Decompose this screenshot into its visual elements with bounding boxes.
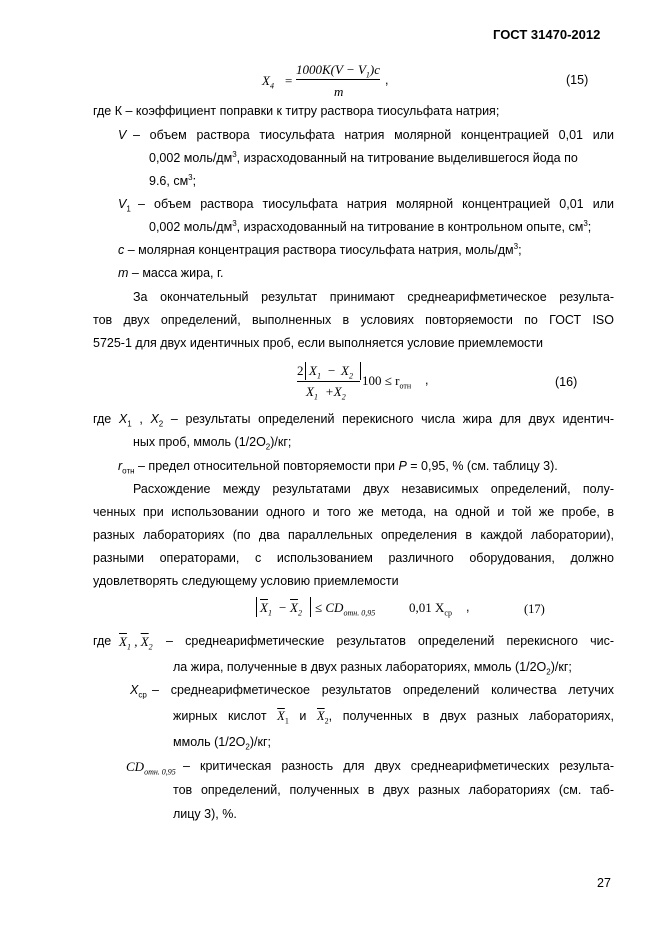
xcp-symbol: $X_{ср}$ (130, 683, 147, 700)
m-definition: m – масса жира, г. (118, 266, 224, 280)
r-definition: $r_{отн}$ – предел относительной повторяемости при P = 0,95, % (см. таблицу 3). (118, 459, 558, 476)
page-number: 27 (597, 876, 611, 890)
paragraph-2-line2: ченных при использовании одного и того же метода, на одной и той же пробе, в (93, 505, 614, 519)
formula-number: (17) (524, 602, 545, 616)
where-2-symbols: $\overline{X}_1$ , $\overline{X}_2$ (119, 634, 153, 652)
fraction-bar (297, 381, 360, 382)
formula-number: (15) (566, 73, 589, 87)
where-2-line1: – среднеарифметические результатов определений перекисного чис- (166, 634, 614, 648)
paragraph-1-line3: 5725-1 для двух идентичных проб, если выполняется условие приемлемости (93, 336, 543, 350)
where-k-line: где К – коэффициент поправки к титру раствора тиосульфата натрия; (93, 104, 500, 118)
xcp-line1: – среднеарифметическое результатов определений количества летучих (152, 683, 614, 697)
paragraph-1-line2: тов двух определений, выполненных в условиях повторяемости по ГОСТ ISO (93, 313, 614, 327)
v1-definition-line1: – объем раствора тиосульфата натрия молярной концентрацией 0,01 или (138, 197, 614, 211)
where-2-line2: ла жира, полученные в двух разных лабораториях, ммоль $(1/2O_2)/кг$; (173, 660, 572, 677)
paragraph-2-line1: Расхождение между результатами двух независимых определений, полу- (133, 482, 614, 496)
cd-line2: тов определений, полученных в двух разных лабораториях (см. таб- (173, 783, 614, 797)
paragraph-2-line4: разными операторами, с использованием различного оборудования, должно (93, 551, 614, 565)
paragraph-2-line5: удовлетворять следующему условию приемлемости (93, 574, 399, 588)
standard-header: ГОСТ 31470-2012 (493, 27, 601, 42)
xcp-line2: жирных кислот $\overline{X}_1$ и $\overline{X}_2$, полученных в двух разных лабораториях, (173, 709, 614, 726)
cd-symbol: $CD_{отн. 0,95}$ (126, 759, 176, 777)
where-2-prefix: где (93, 634, 112, 648)
xcp-line3: ммоль $(1/2O_2)/кг$; (173, 735, 271, 752)
v1-definition-line2: 0,002 моль/$дм^3$, израсходованный на титрование в контрольном опыте, $см^3$; (149, 218, 592, 234)
fraction-bar (296, 79, 380, 80)
where-x-line2: ных проб, ммоль $(1/2O_2)/кг$; (133, 435, 292, 452)
paragraph-2-line3: разных лабораториях (по два параллельных определения в каждой лаборатории), (93, 528, 614, 542)
where-x-line1: где $X_1$ , $X_2$ – результаты определений перекисного числа жира для двух идентич- (93, 412, 614, 429)
document-page: ГОСТ 31470-2012 $X_4$ = $1000K(V - V_1)c$ m , (15) где К – коэффициент поправки к титру раствора тиосульфата натрия; V – объем раствора тиосульфата натрия молярной концентрацией 0,01 или 0,002 моль/$дм^3$, израсходованный на титрование выделившегося йода по 9.6, $см^3$; $V_1$ – объем раствора тиосульфата натрия молярной концентрацией 0,01 или 0,002 моль/$дм^3$, израсходованный на титрование в контрольном опыте, $см^3$; c – молярная концентрация раствора тиосульфата натрия, моль/$дм^3$; m – масса жира, г. За окончательный результат принимают среднеарифметическое результа- тов двух определений, выполненных в условиях повторяемости по ГОСТ ISO 5725-1 для двух идентичных проб, если выполняется условие приемлемости 2 $X_1$ − $X_2$ $X_1$ $+X_2$ $100 \le r_{отн}$ , (16) где $X_1$ , $X_2$ – результаты определений перекисного числа жира для двух идентич- ных проб, ммоль $(1/2O_2)/кг$; $r_{отн}$ – предел относительной повторяемости при P = 0,95, % (см. таблицу 3). Расхождение между результатами двух независимых определений, полу- ченных при использовании одного и того же метода, на одной и той же пробе, в разных лабораториях (по два параллельных определения в каждой лаборатории), разными операторами, с использованием различного оборудования, должно удовлетворять следующему условию приемлемости $\overline{X}_1$ − $\overline{X}_2$ ≤ $CD_{отн. 0,95}$ 0,01 $X_{ср}$ , (17) где $\overline{X}_1$ , $\overline{X}_2$ – среднеарифметические результатов определений перекисного чис- ла жира, полученные в двух разных лабораториях, ммоль $(1/2O_2)/кг$; $X_{ср}$ – среднеарифметическое результатов определений количества летучих жирных кислот $\overline{X}_1$ и $\overline{X}_2$, полученных в двух разных лабораториях, ммоль $(1/2O_2)/кг$; $CD_{отн. 0,95}$ – критическая разность для двух среднеарифметических результа- тов определений, полученных в двух разных лабораториях (см. таб- лицу 3), %. 27 (0, 0, 661, 936)
v-definition-line2: 0,002 моль/$дм^3$, израсходованный на титрование выделившегося йода по (149, 149, 578, 165)
c-definition: c – молярная концентрация раствора тиосульфата натрия, моль/$дм^3$; (118, 241, 522, 257)
v1-symbol: $V_1$ (118, 197, 131, 214)
formula-number: (16) (555, 375, 578, 389)
cd-line3: лицу 3), %. (173, 807, 237, 821)
v-definition-line1: – объем раствора тиосульфата натрия молярной концентрацией 0,01 или (133, 128, 614, 142)
v-symbol: V (118, 128, 127, 142)
v-definition-line3: 9.6, $см^3$; (149, 172, 197, 188)
cd-line1: – критическая разность для двух среднеарифметических результа- (183, 759, 614, 773)
paragraph-1-line1: За окончательный результат принимают среднеарифметическое результа- (133, 290, 614, 304)
